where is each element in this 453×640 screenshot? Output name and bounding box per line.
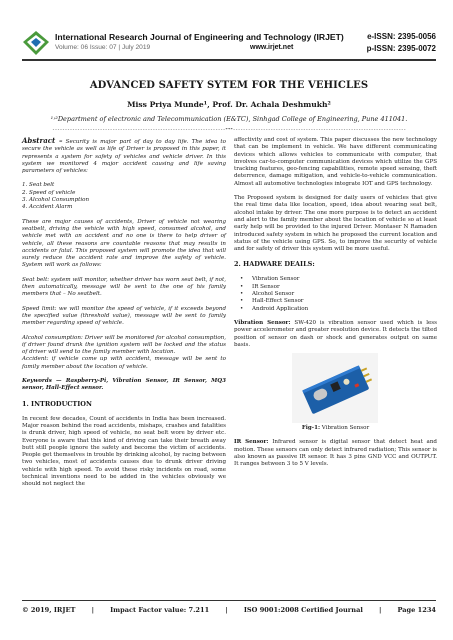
right-column [234,137,437,469]
vibration-sensor-desc: SW-420 is vibration sensor used which is less power accelerometer and greater resolution device. It detects the tilted position of sensor on dash or shock and generates output on same basis. [234,319,438,348]
ir-sensor-heading: IR Sensor: [234,439,269,446]
journal-logo-icon [22,30,50,56]
keywords [22,378,226,393]
figure-caption-text: Vibration Sensor [320,425,370,432]
introduction-text: In recent few decades, Count of accidents in India has been increased. Major reason behind the road accidents, mishaps, crashes and fatalities is drunk driver, high speed of vehicle, no seat belt wore by driver etc. Everyone is aware that this kind of driving can take their breath away butt still people ignore the safety and become the victim of accidents. People get themselves in trouble by drinking alcohol, by racing between two vehicles, most of accidents causes due to drunk driver driving vehicle with high speed. To avoid these risky incidents on road, some technical inventions need to be added in the vehicles obviously we should not neglect the [22,415,226,488]
footer-iso: ISO 9001:2008 Certified Journal [243,606,363,614]
hardware-item: • IR Sensor [240,284,437,291]
vibration-sensor-heading: Vibration Sensor: [234,319,291,326]
proposed-system-text: The Proposed system is designed for daily users of vehicles that give the real time data like location, speed, idea about wearing seat belt, alcohol intake by driver. The one more purpose is to detect an accident and alert to the family member about the location of vehicle so at least early help will be provided to the injured Driver. Montaser N Ramaden introduced safety system in which he proposed the current location and status of the vehicle using GPS. So, to improve the security of vehicle and for safety of driver this system will be more useful. [234,195,437,253]
keywords-text: Raspberry-Pi, Vibration Sensor, IR Sensor, MQ3 sensor, Hall-Effect sensor. [22,378,227,392]
paper-title: ADVANCED SAFETY SYTEM FOR THE VEHICLES [89,80,369,91]
p-issn: p-ISSN: 2395-0072 [366,44,436,53]
abstract [22,137,226,175]
footer-impact-factor: Impact Factor value: 7.211 [110,606,210,614]
section-heading-introduction: 1. INTRODUCTION [22,399,92,408]
left-column [22,137,226,489]
footer-page-number: Page 1234 [397,606,436,614]
vibration-sensor-image [292,353,378,423]
param-item: 4. Accident Alarm [22,204,73,211]
param-item: 1. Seat belt [22,182,55,189]
abstract-causes: These are major causes of accidents, Driver of vehicle not wearing seatbelt, driving the vehicle with high speed, consumed alcohol, and vehicle met with an accident and no one is there to help driver of vehicle, all these reasons are countable reasons that may results in accidents or fatal. This proposed system will promote the idea that will surely reduce the accident rate and improve the safety of vehicle. System will work as follows: [22,218,226,269]
hardware-item: • Hall-Effect Sensor [240,298,437,305]
e-issn: e-ISSN: 2395-0056 [367,32,436,41]
volume-issue: Volume: 06 Issue: 07 | July 2019 [55,44,151,51]
param-item: 3. Alcohol Consumption [22,197,90,204]
intro-continued-text: affectivity and cost of system. This paper discusses the new technology that can be implement in vehicle. We have different communicating devices which allows vehicles to communicate with computer, that involves car-to-computer communication devices which utilize the GPS tracking features, geo-fencing capabilities, remote speed sensing, theft deterrence, damage mitigation, and vehicle-to-vehicle communication. Almost all automotive technologies integrate IOT and GPS technology. [234,137,437,187]
footer-divider: | [91,606,94,614]
footer-divider: | [225,606,228,614]
abstract-accident: Accident: if vehicle come up with accident, message will be sent to family member about the location of vehicle. [22,356,226,370]
figure-label: Fig-1: [301,425,320,432]
paper-affiliation: ¹˒²Department of electronic and Telecommunication (E&TC), Sinhgad College of Engineering, Pune 411041. [50,115,408,123]
journal-website: www.irjet.net [250,44,294,51]
ir-sensor-text [234,439,437,468]
hardware-item: • Android Application [240,306,437,313]
hardware-list [234,276,437,312]
figure-caption [234,425,437,432]
abstract-text: Security is major part of day to day life. The idea to secure the vehicle as well as life of Driver is proposed in this paper, it represents a system for safety of vehicles and vehicle driver. In this system we monitored 4 major accident causing and life saving parameters of vehicles: [22,139,226,175]
keywords-heading: Keywords — [22,378,62,385]
hardware-item: • Vibration Sensor [240,276,437,283]
paper-authors: Miss Priya Munde¹, Prof. Dr. Achala Deshmukh² [127,100,331,109]
footer-divider: | [378,606,382,614]
abstract-alcohol: Alcohol consumption: Driver will be monitored for alcohol consumption, if driver found drunk the ignition system will be locked and the status of driver will send to the family member with location. [22,334,226,356]
page-footer [22,606,436,614]
abstract-heading: Abstract – [22,136,63,145]
journal-header [22,30,436,56]
journal-name: International Research Journal of Engineering and Technology (IRJET) [55,32,344,42]
abstract-speed: Speed limit: we will monitor the speed of vehicle, if it exceeds beyond the specified value (threshold value), message will be sent to family member regarding speed of vehicle. [22,305,226,327]
section-heading-hardware: 2. HADWARE DEAILS: [234,260,315,269]
hardware-item: • Alcohol Sensor [240,291,437,298]
vibration-sensor-text [234,320,437,349]
footer-rule [22,600,436,601]
abstract-seatbelt: Seat belt: system will monitor, whether driver has worn seat belt, if not, then automatically, message will be sent to the one of his family members that – No seatbelt. [22,276,226,298]
ir-sensor-desc: Infrared sensor is digital sensor that detect heat and motion. These sensors can only detect infrared radiation; This sensor is also known as passive IR sensor. It has 3 pins GND VCC and OUTPUT. It ranges between 3 to 5 V levels. [234,439,437,468]
header-rule [22,59,436,61]
figure-vibration-sensor [234,353,437,423]
param-item: 2. Speed of vehicle [22,189,76,196]
param-list [22,182,226,211]
separator-line: ---------------------------------------------------------------------***--------------------------------------------------------------------- [52,128,406,133]
footer-copyright: © 2019, IRJET [22,606,76,614]
